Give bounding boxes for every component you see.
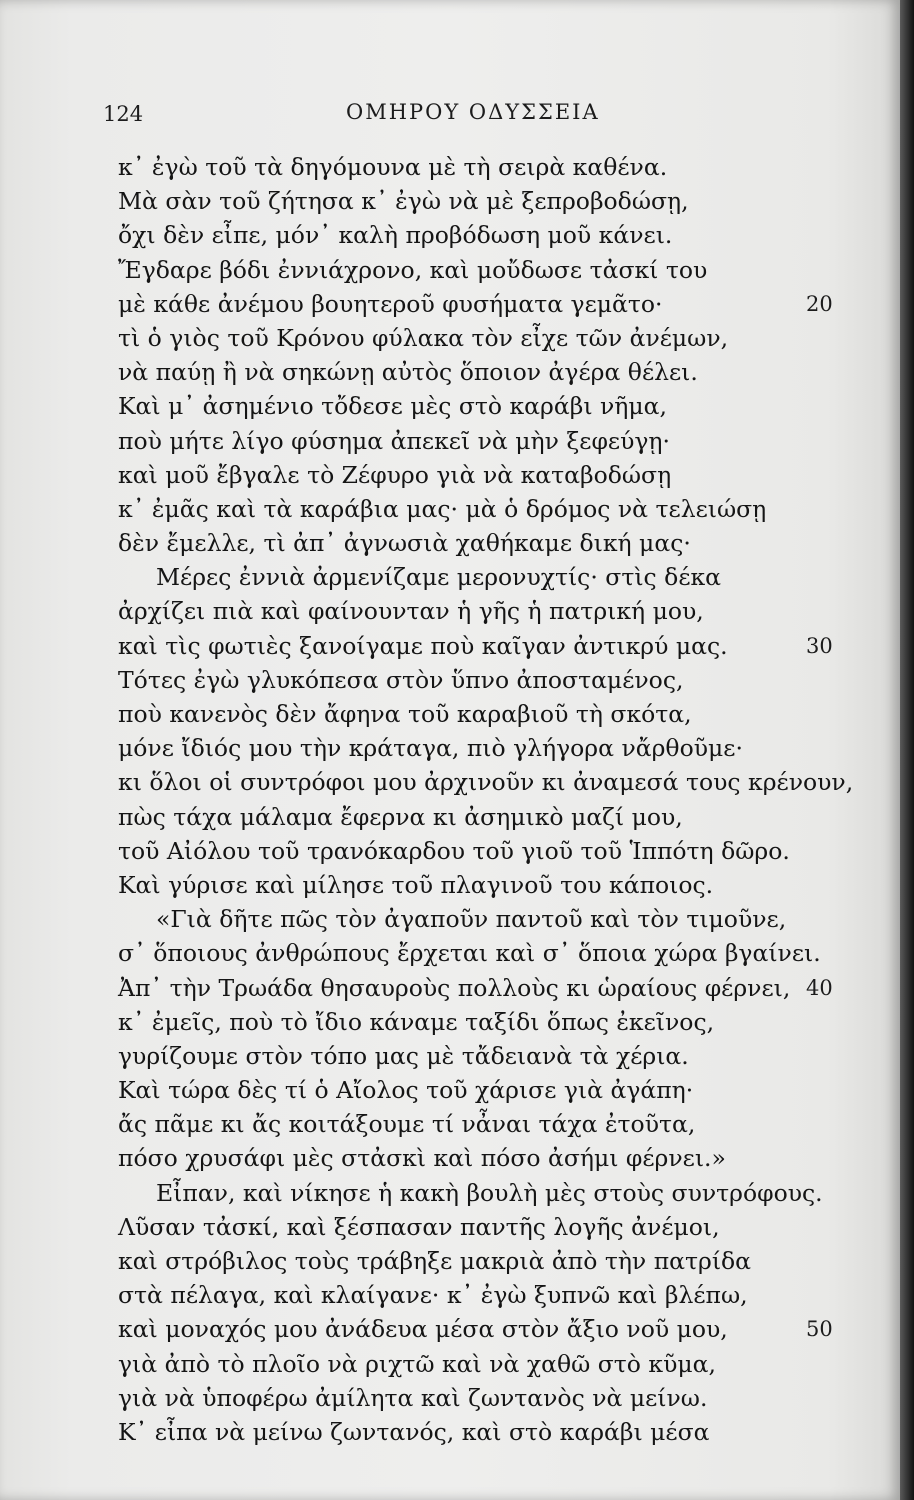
- verse-line: Εἶπαν, καὶ νίκησε ἡ κακὴ βουλὴ μὲς στοὺς συντρόφους.: [156, 1178, 823, 1207]
- verse-line: σ᾿ ὅποιους ἀνθρώπους ἔρχεται καὶ σ᾿ ὅποια χώρα βγαίνει.: [118, 939, 821, 968]
- verse-line: πὼς τάχα μάλαμα ἔφερνα κι ἀσημικὸ μαζί μου,: [118, 802, 683, 831]
- verse-line: γιὰ νὰ ὑποφέρω ἀμίλητα καὶ ζωντανὸς νὰ μείνω.: [118, 1383, 708, 1412]
- verse-line: κι ὅλοι οἱ συντρόφοι μου ἀρχινοῦν κι ἀναμεσά τους κρένουν,: [118, 768, 854, 797]
- verse-line: κ᾿ ἐγὼ τοῦ τὰ δηγόμουνα μὲ τὴ σειρὰ καθένα.: [118, 153, 668, 181]
- verse-line: νὰ παύῃ ἢ νὰ σηκώνῃ αὐτὸς ὅποιον ἀγέρα θέλει.: [118, 358, 698, 387]
- verse-line-text: μὲ κάθε ἀνέμου βουητεροῦ φυσήματα γεμᾶτο·: [118, 289, 663, 318]
- verse-line: γυρίζουμε στὸν τόπο μας μὲ τἄδειανὰ τὰ χέρια.: [118, 1041, 689, 1070]
- verse-text: [118, 150, 854, 1449]
- verse-line: γιὰ ἀπὸ τὸ πλοῖο νὰ ριχτῶ καὶ νὰ χαθῶ στὸ κῦμα,: [118, 1349, 716, 1378]
- verse-line-50: [118, 1312, 833, 1346]
- verse-line: ἄς πᾶμε κι ἄς κοιτάξουμε τί νἆναι τάχα ἐτοῦτα,: [118, 1110, 696, 1139]
- verse-line: Καὶ τώρα δὲς τί ὁ Αἴολος τοῦ χάρισε γιὰ ἀγάπη·: [118, 1076, 694, 1105]
- verse-line: δὲν ἔμελλε, τὶ ἀπ᾿ ἀγνωσιὰ χαθήκαμε δική μας·: [118, 529, 691, 558]
- running-title: ΟΜΗΡΟΥ ΟΔΥΣΣΕΙΑ: [346, 100, 600, 124]
- verse-line-40: [118, 971, 833, 1005]
- verse-line: μόνε ἴδιός μου τὴν κράταγα, πιὸ γλήγορα νἄρθοῦμε·: [118, 734, 743, 763]
- verse-line: στὰ πέλαγα, καὶ κλαίγανε· κ᾿ ἐγὼ ξυπνῶ καὶ βλέπω,: [118, 1281, 748, 1310]
- verse-line: ὄχι δὲν εἶπε, μόν᾿ καλὴ προβόδωση μοῦ κάνει.: [118, 221, 673, 250]
- verse-line-text: καὶ τὶς φωτιὲς ξανοίγαμε ποὺ καῖγαν ἀντικρύ μας.: [118, 631, 728, 660]
- page-edge-shadow: [900, 0, 914, 1500]
- verse-line: Κ᾿ εἶπα νὰ μείνω ζωντανός, καὶ στὸ καράβι μέσα: [118, 1417, 710, 1446]
- verse-line: «Γιὰ δῆτε πῶς τὸν ἀγαποῦν παντοῦ καὶ τὸν τιμοῦνε,: [156, 905, 787, 934]
- verse-line: Μὰ σὰν τοῦ ζήτησα κ᾿ ἐγὼ νὰ μὲ ξεπροβοδώσῃ,: [118, 187, 689, 216]
- verse-line-20: [118, 287, 833, 321]
- line-number: 40: [806, 975, 833, 1000]
- verse-line: Καὶ μ᾿ ἀσημένιο τὄδεσε μὲς στὸ καράβι νῆμα,: [118, 392, 667, 421]
- verse-line: Ἔγδαρε βόδι ἐννιάχρονο, καὶ μοὔδωσε τἀσκί του: [118, 255, 708, 284]
- line-number: 50: [806, 1317, 833, 1342]
- verse-line: πόσο χρυσάφι μὲς στἀσκὶ καὶ πόσο ἀσήμι φέρνει.»: [118, 1144, 726, 1173]
- verse-line: κ᾿ ἐμᾶς καὶ τὰ καράβια μας· μὰ ὁ δρόμος νὰ τελειώσῃ: [118, 494, 767, 523]
- verse-line: Λῦσαν τἀσκί, καὶ ξέσπασαν παντῆς λογῆς ἀνέμοι,: [118, 1212, 720, 1241]
- verse-line-text: καὶ μοναχός μου ἀνάδευα μέσα στὸν ἄξιο νοῦ μου,: [118, 1315, 728, 1344]
- verse-line: τοῦ Αἰόλου τοῦ τρανόκαρδου τοῦ γιοῦ τοῦ Ἱππότη δῶρο.: [118, 836, 790, 865]
- verse-line: Μέρες ἐννιὰ ἀρμενίζαμε μερονυχτίς· στὶς δέκα: [156, 563, 722, 592]
- verse-line-30: [118, 629, 833, 663]
- verse-line: Τότες ἐγὼ γλυκόπεσα στὸν ὕπνο ἀποσταμένος,: [118, 665, 684, 694]
- verse-line: καὶ στρόβιλος τοὺς τράβηξε μακριὰ ἀπὸ τὴν πατρίδα: [118, 1247, 752, 1275]
- page-header: [0, 96, 900, 136]
- verse-line: κ᾿ ἐμεῖς, ποὺ τὸ ἴδιο κάναμε ταξίδι ὅπως ἐκεῖνος,: [118, 1007, 715, 1036]
- line-number: 20: [806, 291, 833, 316]
- verse-line: ἀρχίζει πιὰ καὶ φαίνουνταν ἡ γῆς ἡ πατρική μου,: [118, 597, 704, 626]
- verse-line: καὶ μοῦ ἔβγαλε τὸ Ζέφυρο γιὰ νὰ καταβοδώσῃ: [118, 460, 672, 489]
- page-number: 124: [103, 102, 144, 126]
- verse-line: Καὶ γύρισε καὶ μίλησε τοῦ πλαγινοῦ του κάποιος.: [118, 870, 714, 899]
- verse-line: τὶ ὁ γιὸς τοῦ Κρόνου φύλακα τὸν εἶχε τῶν ἀνέμων,: [118, 323, 729, 352]
- verse-line: ποὺ μήτε λίγο φύσημα ἀπεκεῖ νὰ μὴν ξεφεύγῃ·: [118, 426, 670, 455]
- verse-line-text: Ἀπ᾿ τὴν Τρωάδα θησαυροὺς πολλοὺς κι ὡραίους φέρνει,: [118, 973, 791, 1002]
- verse-line: ποὺ κανενὸς δὲν ἄφηνα τοῦ καραβιοῦ τὴ σκότα,: [118, 700, 692, 728]
- line-number: 30: [806, 633, 833, 658]
